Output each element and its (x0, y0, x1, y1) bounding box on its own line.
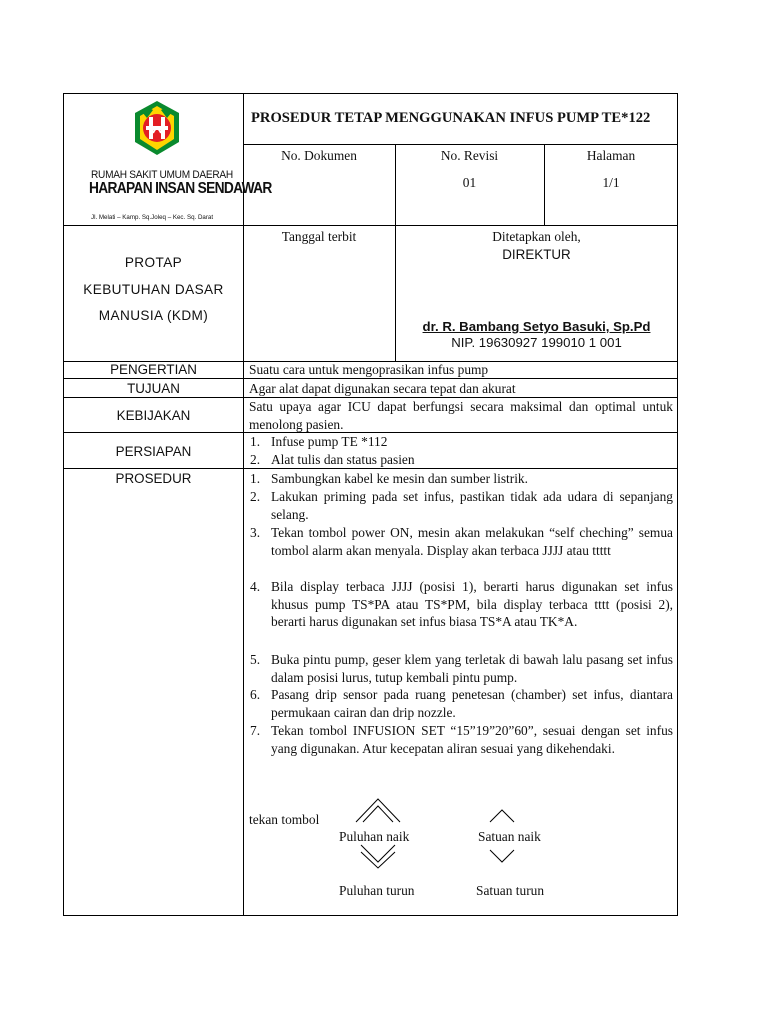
persiapan-num-1: 1. (250, 434, 261, 449)
rule-persiapan-bottom (64, 468, 678, 469)
satuan-naik-label: Satuan naik (478, 829, 541, 844)
chevron-down-icon (488, 848, 516, 864)
chevron-up-icon (488, 808, 516, 824)
prosedur-label: PROSEDUR (115, 471, 192, 486)
double-chevron-down-icon (358, 842, 398, 870)
protap-subtitle-line1: KEBUTUHAN DASAR (83, 282, 224, 297)
hospital-address: Jl. Melati – Kamp. Sq.Joleq – Kec. Sq. Darat (91, 214, 214, 221)
director-name: dr. R. Bambang Setyo Basuki, Sp.Pd (422, 319, 651, 334)
prosedur-step: Tekan tombol power ON, mesin akan melakukan “self cheching” semua tombol alarm akan menyala. Display akan terbaca JJJJ atau ttttt (271, 525, 673, 558)
document-title: PROSEDUR TETAP MENGGUNAKAN INFUS PUMP TE*122 (251, 110, 651, 126)
halaman-label: Halaman (586, 148, 636, 163)
rule-col-main (243, 94, 244, 916)
prosedur-step: Bila display terbaca JJJJ (posisi 1), berarti harus digunakan set infus khusus pump TS*PA atau TS*PM, bila display terbaca tttt (posisi 2), berarti harus digunakan set infus biasa TS*A atau TK*A. (271, 579, 673, 629)
ditetapkan-label: Ditetapkan oleh, (492, 229, 581, 244)
halaman-value: 1/1 (602, 175, 620, 190)
tujuan-text: Agar alat dapat digunakan secara tepat dan akurat (249, 381, 516, 396)
rule-header-bottom (243, 144, 678, 145)
prosedur-step: Pasang drip sensor pada ruang penetesan (chamber) set infus, diantara permukaan cairan dan drip nozzle. (271, 687, 673, 720)
protap-subtitle-line2: MANUSIA (KDM) (98, 308, 209, 323)
prosedur-num-6: 6. (250, 687, 261, 702)
prosedur-num-3: 3. (250, 525, 261, 540)
prosedur-num-2: 2. (250, 489, 261, 504)
pengertian-label: PENGERTIAN (110, 362, 197, 377)
satuan-turun-label: Satuan turun (476, 883, 545, 898)
prosedur-num-5: 5. (250, 652, 261, 667)
pengertian-text: Suatu cara untuk mengoprasikan infus pump (249, 362, 489, 377)
protap-title: PROTAP (124, 255, 183, 270)
direktur-label: DIREKTUR (502, 247, 571, 262)
tanggal-terbit-label: Tanggal terbit (281, 229, 357, 244)
persiapan-item: Alat tulis dan status pasien (271, 452, 415, 467)
hospital-logo-icon (133, 100, 181, 156)
prosedur-num-1: 1. (250, 471, 261, 486)
kebijakan-label: KEBIJAKAN (116, 408, 191, 423)
persiapan-num-2: 2. (250, 452, 261, 467)
double-chevron-up-icon (353, 796, 403, 824)
prosedur-step: Buka pintu pump, geser klem yang terletak di bawah lalu pasang set infus dalam posisi lurus, tutup kembali pintu pump. (271, 652, 673, 685)
prosedur-num-4: 4. (250, 579, 261, 594)
persiapan-label: PERSIAPAN (115, 444, 192, 459)
sop-document (63, 93, 678, 916)
kebijakan-text: Satu upaya agar ICU dapat berfungsi secara maksimal dan optimal untuk menolong pasien. (249, 399, 673, 432)
persiapan-item: Infuse pump TE *112 (271, 434, 388, 449)
prosedur-step: Sambungkan kabel ke mesin dan sumber listrik. (271, 471, 528, 486)
no-revisi-value: 01 (462, 175, 477, 190)
rule-pengertian-bottom (64, 378, 678, 379)
hospital-name-line2: HARAPAN INSAN SENDAWAR (89, 180, 272, 197)
no-dokumen-label: No. Dokumen (281, 148, 357, 163)
prosedur-step: Tekan tombol INFUSION SET “15”19”20”60”, sesuai dengan set infus yang digunakan. Atur kecepatan aliran sesuai yang dikehendaki. (271, 723, 673, 756)
puluhan-turun-label: Puluhan turun (339, 883, 415, 898)
hospital-name-line1: RUMAH SAKIT UMUM DAERAH (91, 169, 233, 181)
prosedur-step: Lakukan priming pada set infus, pastikan tidak ada udara di sepanjang selang. (271, 489, 673, 522)
prosedur-num-7: 7. (250, 723, 261, 738)
tujuan-label: TUJUAN (127, 381, 180, 396)
director-nip: NIP. 19630927 199010 1 001 (451, 335, 622, 350)
puluhan-naik-label: Puluhan naik (339, 829, 410, 844)
tekan-tombol-label: tekan tombol (249, 812, 320, 827)
no-revisi-label: No. Revisi (440, 148, 499, 163)
